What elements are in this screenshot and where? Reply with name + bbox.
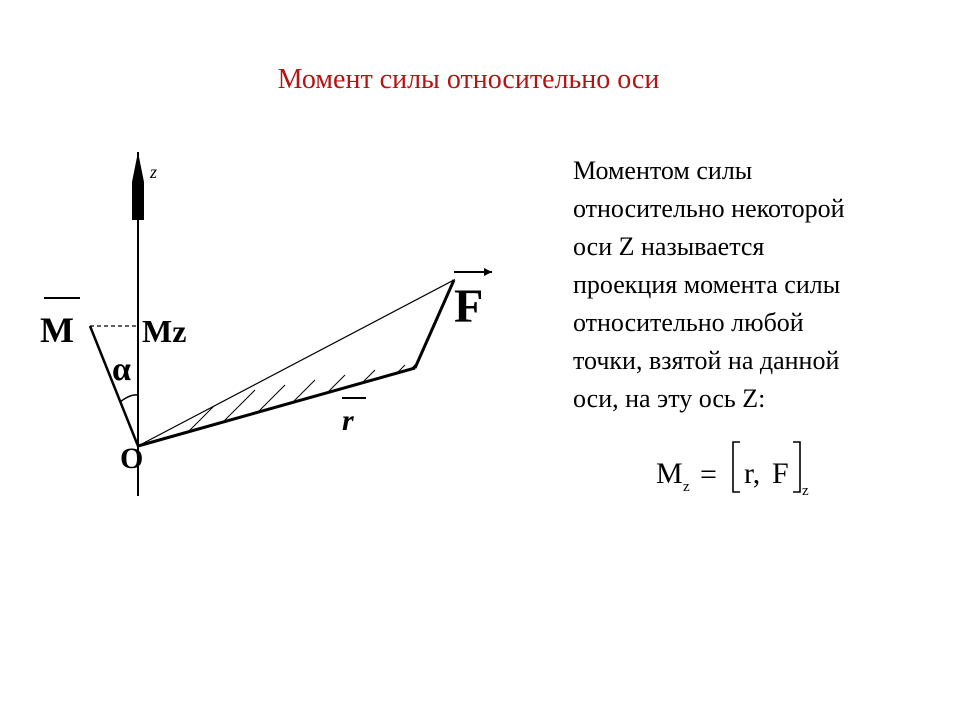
radius-vector-line xyxy=(138,368,415,446)
z-axis-label: z xyxy=(150,162,158,182)
formula-subscript-z: z xyxy=(802,483,809,499)
definition-line: оси Z называется xyxy=(573,232,765,261)
definition-text xyxy=(573,152,943,418)
formula-moment-symbol: M xyxy=(656,457,683,490)
slide-title: Момент силы относительно оси xyxy=(277,64,660,95)
definition-line: точки, взятой на данной xyxy=(573,346,840,375)
force-vector-arrow-icon xyxy=(484,268,492,276)
hatched-triangle xyxy=(138,280,454,446)
definition-line: относительно любой xyxy=(573,308,804,337)
formula-force-symbol: F xyxy=(772,457,789,490)
right-bracket-icon xyxy=(793,442,800,492)
moment-z-label: Mz xyxy=(142,313,187,349)
angle-alpha-label: α xyxy=(112,351,131,388)
formula-radius-symbol: r, xyxy=(744,457,761,490)
moment-diagram xyxy=(30,140,550,510)
left-bracket-icon xyxy=(733,442,740,492)
moment-vector-label: M xyxy=(40,310,74,350)
formula-equals-sign: = xyxy=(700,458,717,491)
definition-line: проекция момента силы xyxy=(573,270,841,299)
force-vector-line xyxy=(415,280,454,368)
moment-formula xyxy=(648,436,828,506)
angle-arc-icon xyxy=(120,395,138,402)
definition-line: оси, на эту ось Z: xyxy=(573,384,766,413)
definition-line: относительно некоторой xyxy=(573,194,845,223)
origin-label: O xyxy=(120,442,144,475)
formula-subscript-z: z xyxy=(683,479,690,495)
definition-line: Моментом силы xyxy=(573,156,753,185)
radius-vector-label: r xyxy=(342,404,354,437)
z-axis-arrow-icon xyxy=(132,152,144,220)
force-vector-label: F xyxy=(454,280,484,333)
